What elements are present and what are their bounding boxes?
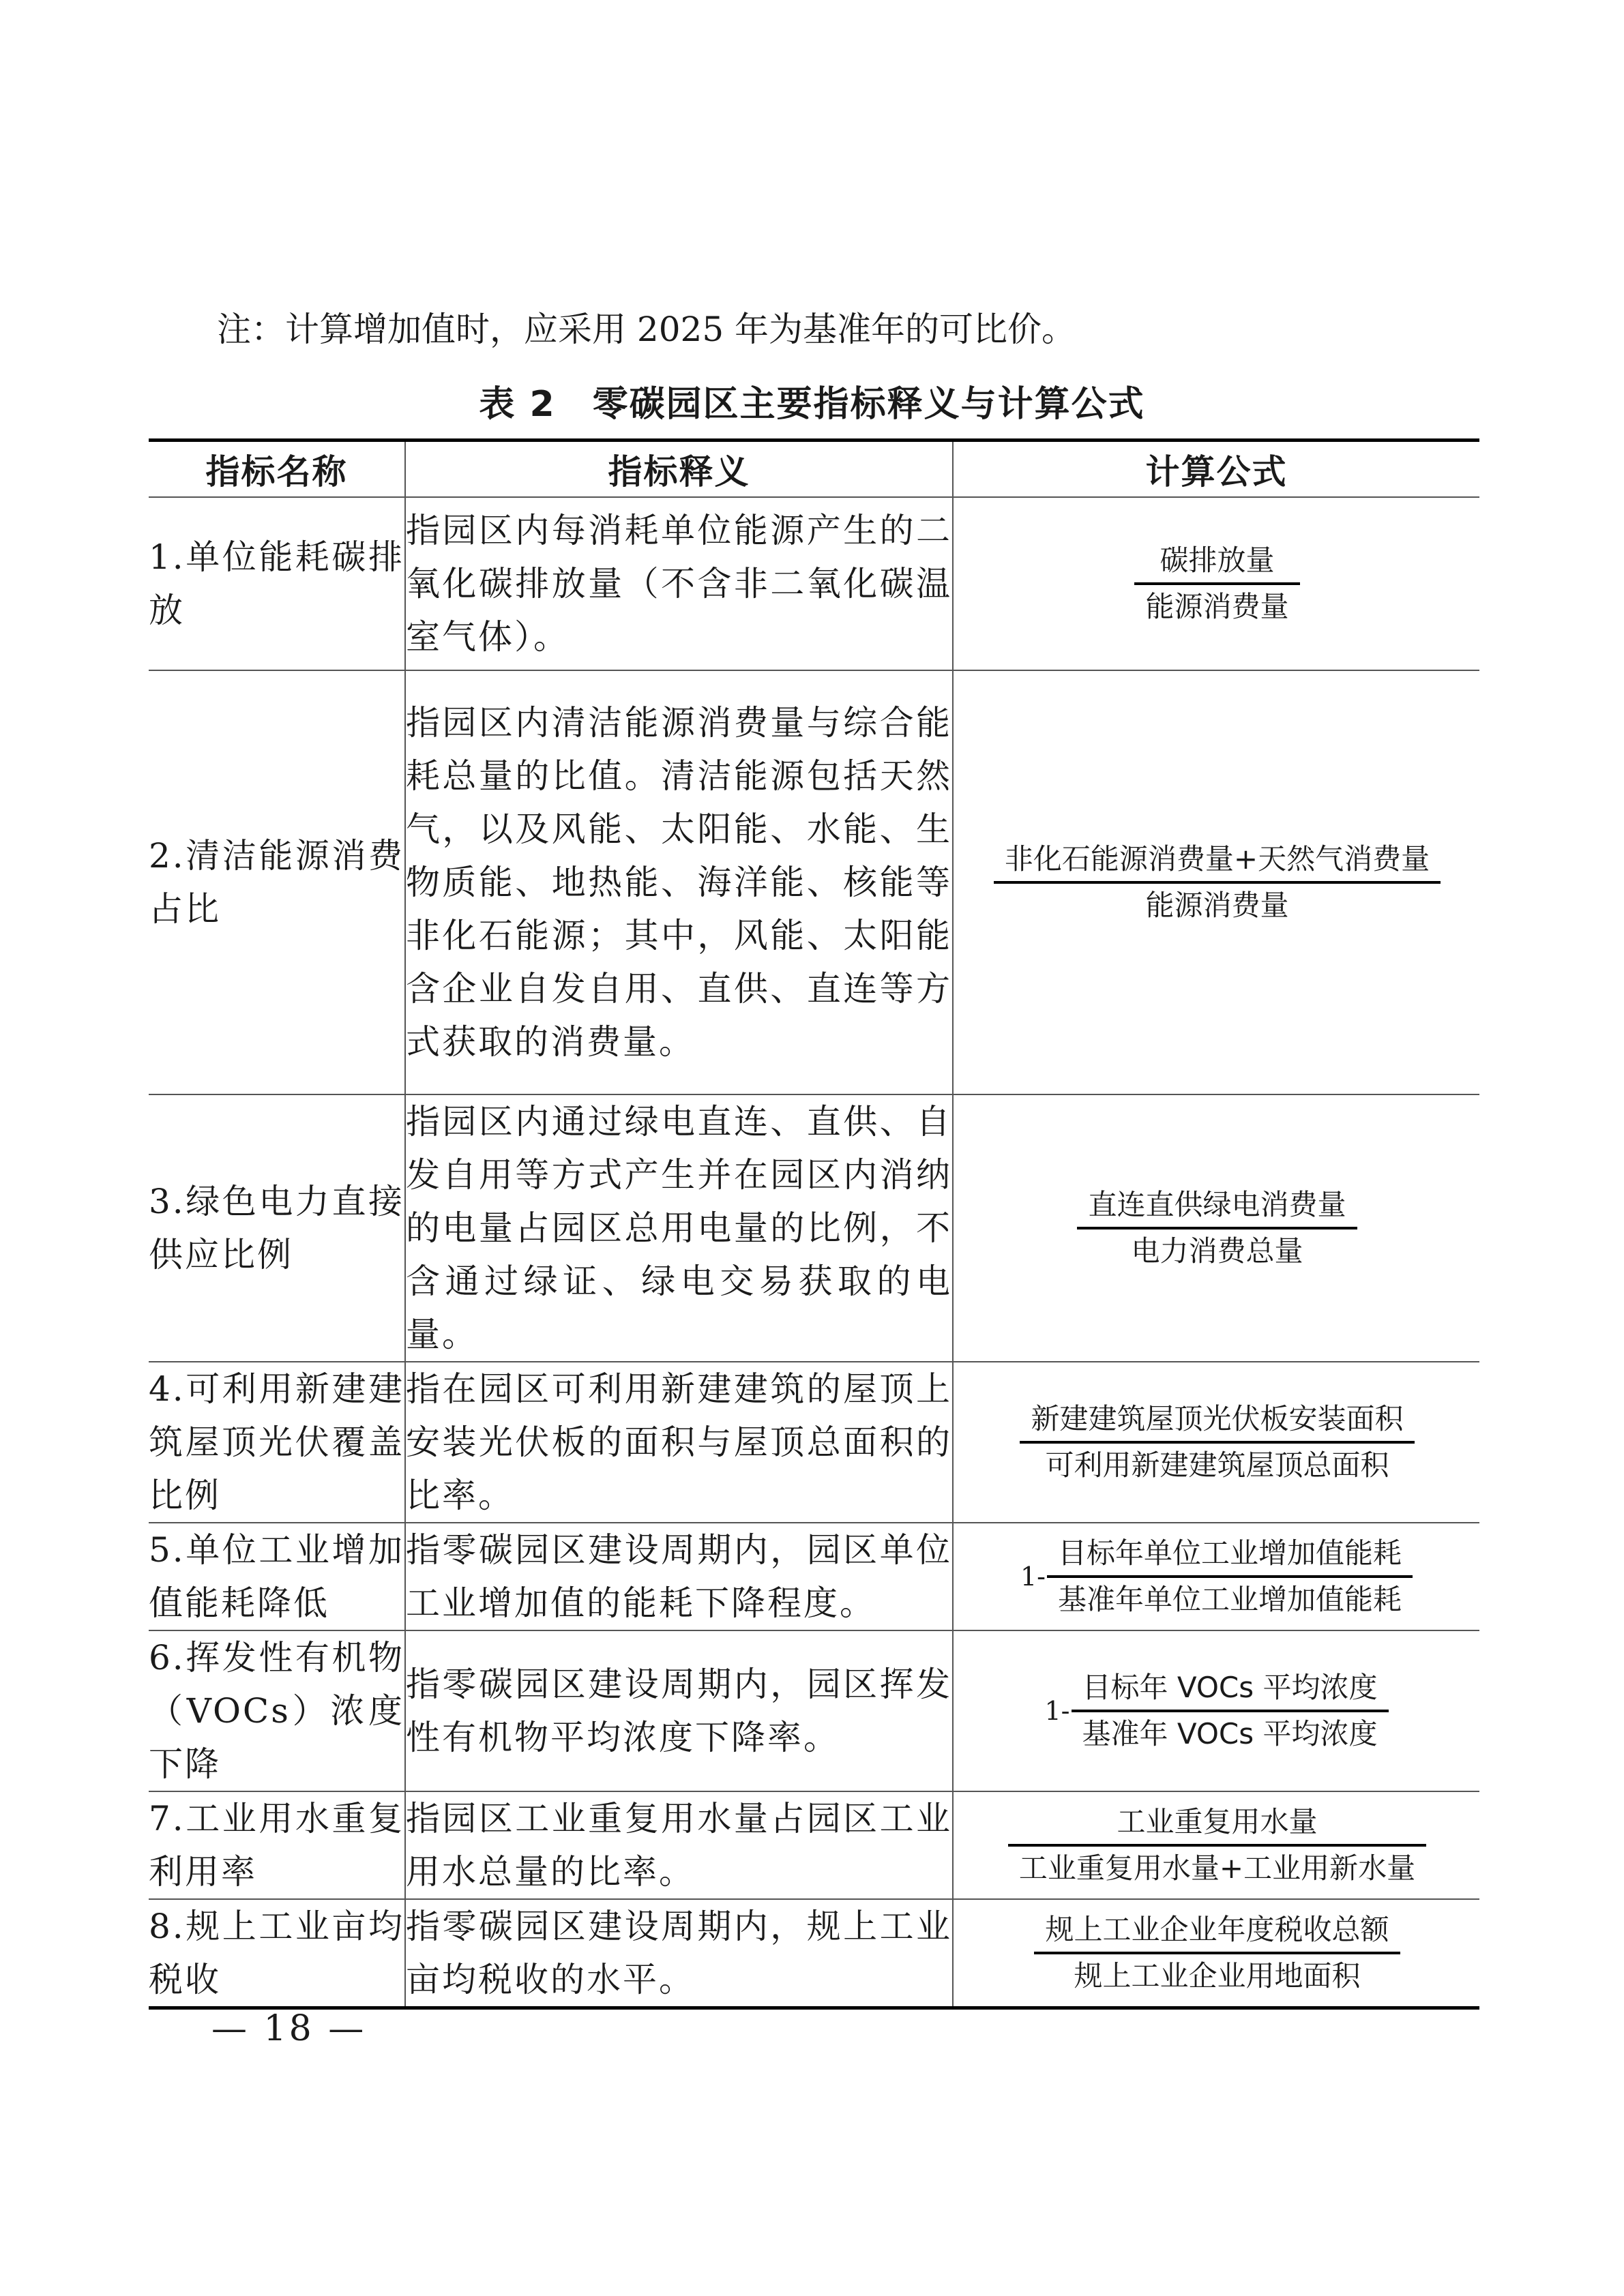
formula-prefix: 1- — [1020, 1562, 1046, 1592]
table-row — [149, 497, 1479, 670]
indicator-definition: 指园区内通过绿电直连、直供、自发自用等方式产生并在园区内消纳的电量占园区总用电量的比例，不含通过绿证、绿电交易获取的电量。 — [405, 1094, 953, 1362]
formula-numerator: 新建建筑屋顶光伏板安装面积 — [1031, 1402, 1404, 1435]
indicator-table — [149, 438, 1479, 2010]
formula-numerator: 目标年 VOCs 平均浓度 — [1082, 1671, 1378, 1704]
formula-denominator: 工业重复用水量+工业用新水量 — [1018, 1851, 1416, 1885]
fraction — [994, 840, 1441, 925]
table-row — [149, 670, 1479, 1094]
fraction — [1077, 1186, 1357, 1270]
formula-numerator: 碳排放量 — [1160, 543, 1275, 577]
fraction-bar — [1077, 1227, 1357, 1229]
formula-denominator: 基准年 VOCs 平均浓度 — [1082, 1717, 1378, 1750]
fraction-bar — [1020, 1441, 1414, 1444]
fraction — [1034, 1911, 1400, 1995]
formula — [953, 1523, 1479, 1630]
fraction — [1134, 541, 1299, 626]
indicator-name: 1.单位能耗碳排放 — [149, 497, 405, 670]
indicator-definition: 指零碳园区建设周期内，园区挥发性有机物平均浓度下降率。 — [405, 1630, 953, 1791]
table-header-row — [149, 441, 1479, 498]
formula-denominator: 规上工业企业用地面积 — [1074, 1959, 1361, 1993]
table-row — [149, 1094, 1479, 1362]
formula — [953, 1094, 1479, 1362]
formula-numerator: 目标年单位工业增加值能耗 — [1058, 1536, 1402, 1570]
fraction-bar — [1008, 1844, 1426, 1847]
fraction-bar — [1047, 1575, 1413, 1578]
indicator-name: 6.挥发性有机物（VOCs）浓度下降 — [149, 1630, 405, 1791]
formula — [953, 1899, 1479, 2008]
table-row — [149, 1630, 1479, 1791]
formula-denominator: 能源消费量 — [1145, 889, 1289, 922]
indicator-name: 7.工业用水重复利用率 — [149, 1791, 405, 1899]
indicator-definition: 指在园区可利用新建建筑的屋顶上安装光伏板的面积与屋顶总面积的比率。 — [405, 1362, 953, 1523]
formula-numerator: 规上工业企业年度税收总额 — [1045, 1913, 1389, 1946]
fraction — [1072, 1669, 1389, 1753]
indicator-definition: 指园区工业重复用水量占园区工业用水总量的比率。 — [405, 1791, 953, 1899]
fraction-bar — [1034, 1952, 1400, 1954]
indicator-name: 4.可利用新建建筑屋顶光伏覆盖比例 — [149, 1362, 405, 1523]
formula-denominator: 基准年单位工业增加值能耗 — [1058, 1583, 1402, 1616]
table-note: 注：计算增加值时，应采用 2025 年为基准年的可比价。 — [217, 310, 1076, 349]
formula — [953, 1630, 1479, 1791]
formula-numerator: 直连直供绿电消费量 — [1088, 1188, 1346, 1221]
header-indicator-definition: 指标释义 — [405, 441, 953, 498]
formula — [953, 497, 1479, 670]
table-row — [149, 1523, 1479, 1630]
fraction-bar — [994, 881, 1441, 884]
fraction — [1008, 1803, 1426, 1888]
indicator-definition: 指零碳园区建设周期内，园区单位工业增加值的能耗下降程度。 — [405, 1523, 953, 1630]
indicator-definition: 指零碳园区建设周期内，规上工业亩均税收的水平。 — [405, 1899, 953, 2008]
indicator-name: 8.规上工业亩均税收 — [149, 1899, 405, 2008]
formula-denominator: 能源消费量 — [1145, 590, 1289, 623]
formula-denominator: 可利用新建建筑屋顶总面积 — [1045, 1448, 1389, 1482]
table-row — [149, 1899, 1479, 2008]
indicator-name: 2.清洁能源消费占比 — [149, 670, 405, 1094]
fraction — [1020, 1400, 1414, 1485]
fraction-bar — [1072, 1710, 1389, 1712]
formula-denominator: 电力消费总量 — [1131, 1234, 1303, 1268]
table-row — [149, 1791, 1479, 1899]
formula — [953, 670, 1479, 1094]
formula — [953, 1362, 1479, 1523]
fraction-bar — [1134, 582, 1299, 585]
fraction — [1047, 1534, 1413, 1619]
formula — [953, 1791, 1479, 1899]
indicator-name: 3.绿色电力直接供应比例 — [149, 1094, 405, 1362]
formula-prefix: 1- — [1044, 1696, 1070, 1726]
table-caption: 表 2 零碳园区主要指标释义与计算公式 — [479, 384, 1145, 425]
formula-numerator: 非化石能源消费量+天然气消费量 — [1004, 842, 1430, 876]
indicator-definition: 指园区内清洁能源消费量与综合能耗总量的比值。清洁能源包括天然气，以及风能、太阳能、水能、生物质能、地热能、海洋能、核能等非化石能源；其中，风能、太阳能含企业自发自用、直供、直连等方式获取的消费量。 — [405, 670, 953, 1094]
page-number: — 18 — — [211, 2008, 367, 2049]
indicator-name: 5.单位工业增加值能耗降低 — [149, 1523, 405, 1630]
formula-numerator: 工业重复用水量 — [1117, 1805, 1318, 1838]
indicator-definition: 指园区内每消耗单位能源产生的二氧化碳排放量（不含非二氧化碳温室气体）。 — [405, 497, 953, 670]
header-indicator-name: 指标名称 — [149, 441, 405, 498]
table-row — [149, 1362, 1479, 1523]
header-formula: 计算公式 — [953, 441, 1479, 498]
